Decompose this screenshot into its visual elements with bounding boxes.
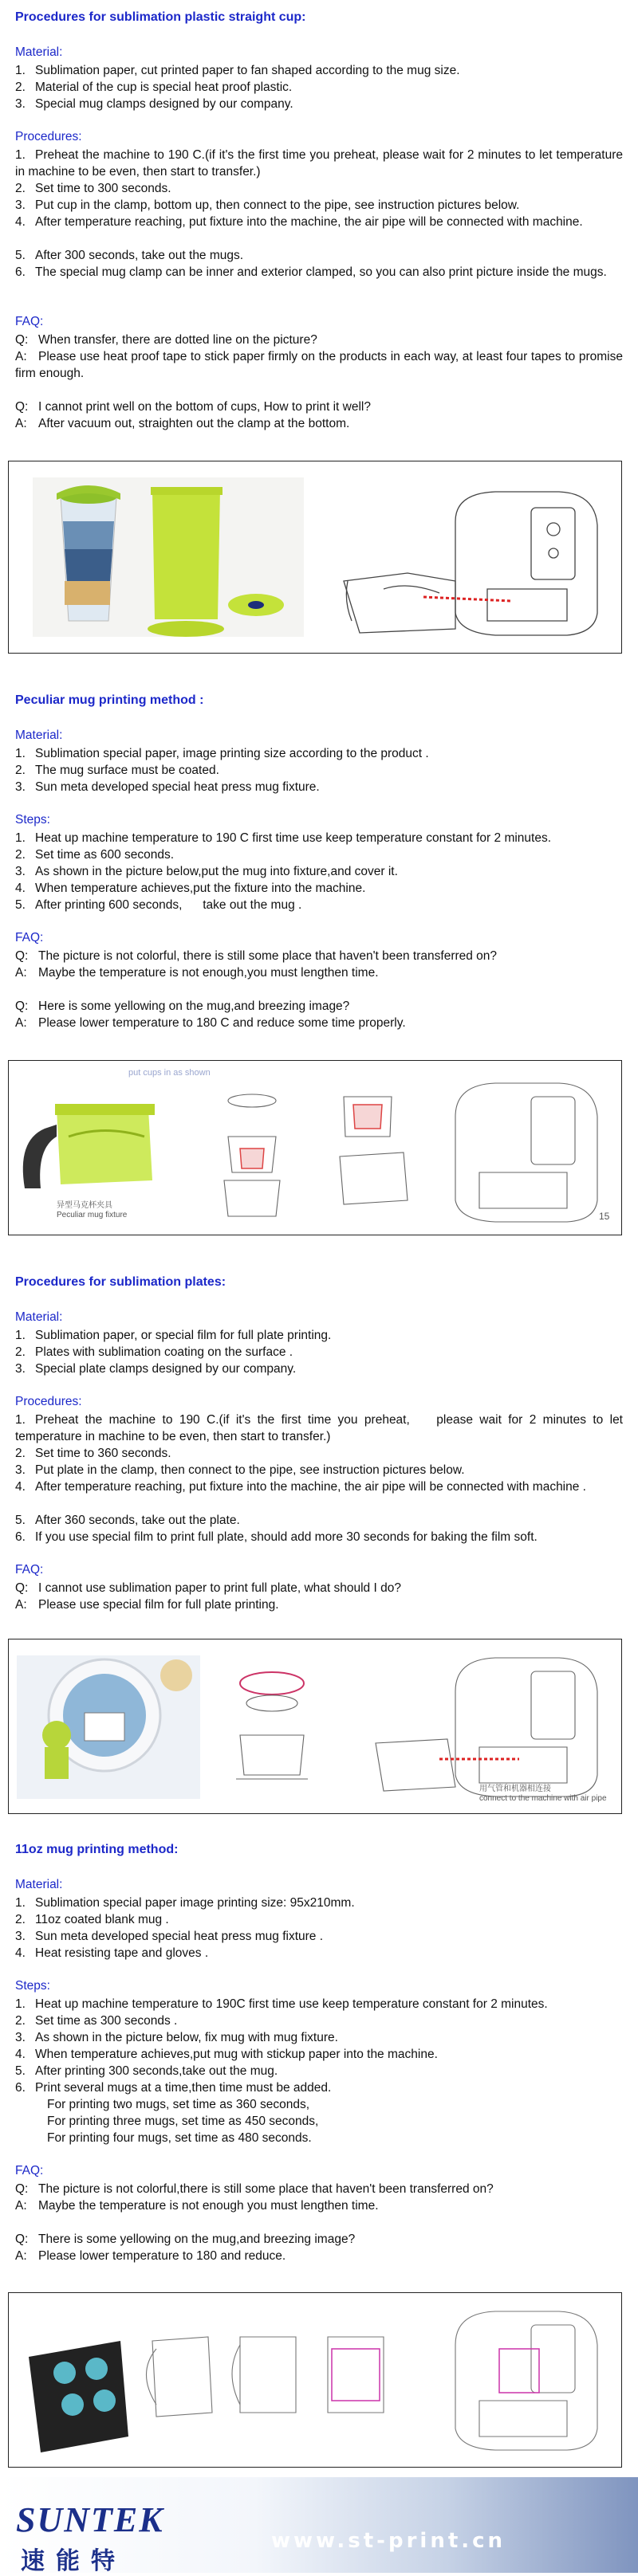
faq-question: Q: When transfer, there are dotted line on the picture? [15,333,317,347]
mug11-figure [8,2292,622,2468]
section-title-11oz: 11oz mug printing method: [15,1843,179,1856]
mug11-step-item: 6. Print several mugs at a time,then time must be added. [15,2081,332,2095]
section-title-plates: Procedures for sublimation plates: [15,1275,226,1289]
mug11-step-item: 3. As shown in the picture below, fix mug with mug fixture. [15,2031,338,2044]
air-pipe-connection [423,597,511,601]
mug-in-clamp-drawing [332,2349,539,2401]
peculiar-material-item: 3. Sun meta developed special heat press mug fixture. [15,780,320,794]
mug11-material-item: 1. Sublimation special paper image printing size: 95x210mm. [15,1896,355,1910]
faq-question: Q: The picture is not colorful,there is still some place that haven't been transferred on? [15,2182,494,2196]
figure-caption-en: connect to the machine with air pipe [479,1794,607,1803]
cup-procedure-item: 3. Put cup in the clamp, bottom up, then connect to the pipe, see instruction pictures below. [15,198,520,212]
brand-footer-banner [0,2477,638,2573]
mug11-step-item: 2. Set time as 300 seconds . [15,2014,178,2028]
faq-question: Q: I cannot use sublimation paper to print full plate, what should I do? [15,1581,401,1595]
faq-answer: A: After vacuum out, straighten out the clamp at the bottom. [15,417,350,430]
mug-clamp-photo [29,2341,128,2452]
section-title-peculiar: Peculiar mug printing method : [15,693,204,707]
mug11-sub-step: For printing two mugs, set time as 360 seconds, [47,2098,310,2111]
mug11-step-item: 5. After printing 300 seconds,take out the mug. [15,2064,278,2078]
mug11-sub-step: For printing four mugs, set time as 480 seconds. [47,2131,312,2145]
peculiar-step-item: 1. Heat up machine temperature to 190 C first time use keep temperature constant for 2 minutes. [15,831,552,845]
cup-material-heading: Material: [15,45,63,59]
cup-procedure-item: 4. After temperature reaching, put fixture into the machine, the air pipe will be connected with machine. [15,215,583,229]
section-title-cup: Procedures for sublimation plastic straight cup: [15,10,306,24]
mug11-step-item: 4. When temperature achieves,put mug with stickup paper into the machine. [15,2048,438,2061]
cup-figure-illustration [9,461,622,654]
peculiar-step-item: 5. After printing 600 seconds, take out the mug . [15,898,302,912]
mug11-step-item: 1. Heat up machine temperature to 190C first time use keep temperature constant for 2 minutes. [15,1997,548,2011]
cup-procedure-item: 2. Set time to 300 seconds. [15,182,171,195]
cup-faq-heading: FAQ: [15,315,44,328]
faq-answer: A: Maybe the temperature is not enough,you must lengthen time. [15,966,379,980]
heat-press-machine-drawing [344,492,597,635]
mug11-steps-heading: Steps: [15,1979,50,1993]
website-url: www.st-print.cn [271,2529,506,2553]
faq-answer: A: Please use heat proof tape to stick paper firmly on the products in each way, at least four tapes to promise firm enough. [15,350,623,380]
figure-caption-cn: 用气管和机器相连接 [479,1785,551,1793]
fixture-exploded-drawing [224,1083,597,1222]
peculiar-material-item: 1. Sublimation special paper, image printing size according to the product . [15,747,429,760]
peculiar-mug-figure [8,1060,622,1235]
mug11-material-item: 4. Heat resisting tape and gloves . [15,1946,209,1960]
cup-procedure-item: 6. The special mug clamp can be inner and exterior clamped, so you can also print picture inside the mugs. [15,265,607,279]
peculiar-steps-heading: Steps: [15,813,50,827]
faq-answer: A: Please lower temperature to 180 and reduce. [15,2249,286,2263]
mug11-material-item: 3. Sun meta developed special heat press mug fixture . [15,1930,324,1943]
cup-procedures-heading: Procedures: [15,130,82,143]
plates-material-heading: Material: [15,1310,63,1324]
cup-material-item: 3. Special mug clamps designed by our company. [15,97,293,111]
figure-caption-top: put cups in as shown [128,1068,211,1078]
cup-procedure-item: 1. Preheat the machine to 190 C.(if it's the first time you preheat, please wait for 2 minutes to let temperature in machine to be even, then start to transfer.) [15,148,623,179]
plates-procedures-heading: Procedures: [15,1395,82,1408]
plates-faq-heading: FAQ: [15,1563,44,1577]
plates-procedure-item: 6. If you use special film to print full plate, should add more 30 seconds for baking the film soft. [15,1530,538,1544]
figure-caption-en: Peculiar mug fixture [57,1211,128,1219]
mug11-material-heading: Material: [15,1878,63,1891]
figure-page-number: 15 [599,1211,610,1222]
peculiar-step-item: 3. As shown in the picture below,put the mug into fixture,and cover it. [15,865,398,878]
cup-procedure-item: 5. After 300 seconds, take out the mugs. [15,249,244,262]
faq-question: Q: There is some yellowing on the mug,and breezing image? [15,2232,356,2246]
peculiar-step-item: 2. Set time as 600 seconds. [15,848,175,862]
cup-material-item: 1. Sublimation paper, cut printed paper to fan shaped according to the mug size. [15,64,460,77]
faq-answer: A: Maybe the temperature is not enough you must lengthen time. [15,2199,379,2213]
brand-logo-text: SUNTEK [16,2500,164,2539]
plates-procedure-item: 5. After 360 seconds, take out the plate. [15,1514,240,1527]
peculiar-mug-fixture-photo [23,1104,155,1188]
faq-question: Q: Here is some yellowing on the mug,and breezing image? [15,999,350,1013]
plates-procedure-item: 2. Set time to 360 seconds. [15,1447,171,1460]
plates-procedure-item: 1. Preheat the machine to 190 C.(if it's the first time you preheat, please wait for 2 minutes to let temperature in machine to be even, then start to transfer.) [15,1413,627,1443]
mug11-material-item: 2. 11oz coated blank mug . [15,1913,169,1926]
faq-question: Q: The picture is not colorful, there is still some place that haven't been transferred on? [15,949,498,963]
mug11-sub-step: For printing three mugs, set time as 450 seconds, [47,2115,319,2128]
plates-material-item: 1. Sublimation paper, or special film for full plate printing. [15,1329,332,1342]
plate-clamp-drawing [236,1658,597,1797]
plates-material-item: 2. Plates with sublimation coating on the surface . [15,1345,293,1359]
mug11-faq-heading: FAQ: [15,2164,44,2177]
cup-instruction-figure [8,461,622,654]
plates-material-item: 3. Special plate clamps designed by our company. [15,1362,297,1376]
cup-material-item: 2. Material of the cup is special heat proof plastic. [15,80,293,94]
peculiar-step-item: 4. When temperature achieves,put the fixture into the machine. [15,882,366,895]
faq-question: Q: I cannot print well on the bottom of cups, How to print it well? [15,400,371,414]
plates-procedure-item: 3. Put plate in the clamp, then connect to the pipe, see instruction pictures below. [15,1463,465,1477]
peculiar-faq-heading: FAQ: [15,931,44,944]
plates-procedure-item: 4. After temperature reaching, put fixture into the machine, the air pipe will be connected with machine . [15,1480,586,1494]
printed-plate-photo [17,1655,200,1799]
faq-answer: A: Please use special film for full plate printing. [15,1598,279,1612]
figure-caption-cn: 异型马克杯夹具 [57,1201,112,1210]
brand-chinese-name: 速能特 [21,2547,126,2575]
plates-figure [8,1639,622,1814]
mug11-figure-illustration [9,2293,622,2468]
peculiar-material-item: 2. The mug surface must be coated. [15,764,219,777]
mug-clamp-drawings [147,2311,598,2450]
faq-answer: A: Please lower temperature to 180 C and reduce some time properly. [15,1016,406,1030]
peculiar-material-heading: Material: [15,728,63,742]
